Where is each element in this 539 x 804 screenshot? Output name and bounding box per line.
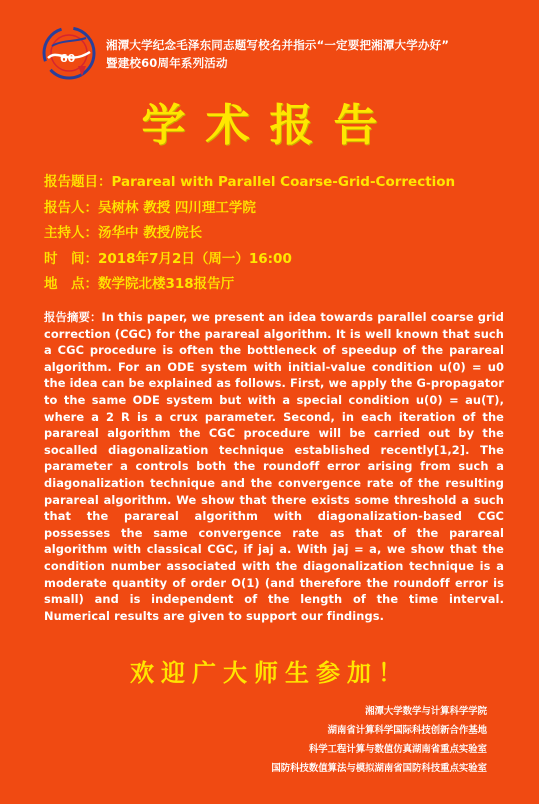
header-line-2: 暨建校60周年系列活动 [106, 56, 228, 70]
place-value: 数学院北楼318报告厅 [98, 276, 235, 292]
speaker-value: 吴树林 教授 四川理工学院 [98, 199, 256, 216]
host-value: 汤华中 教授/院长 [98, 225, 203, 241]
organizer-line: 湖南省计算科学国际科技创新合作基地 [327, 725, 487, 736]
organizer-line: 科学工程计算与数值仿真湖南省重点实验室 [308, 744, 487, 755]
abstract-label: 报告摘要： [44, 310, 102, 324]
lecture-info [44, 170, 514, 298]
host-label: 主持人： [44, 225, 98, 241]
topic-label: 报告题目： [44, 174, 112, 190]
abstract [44, 309, 504, 624]
speaker-row [44, 196, 514, 222]
svg-text:60: 60 [60, 52, 76, 65]
event-series-header [106, 36, 526, 72]
place-row [44, 272, 514, 298]
topic-row [44, 170, 514, 196]
host-row [44, 221, 514, 247]
organizer-line: 国防科技数值算法与模拟湖南省国防科技重点实验室 [271, 763, 487, 774]
university-anniversary-logo-icon [38, 22, 100, 84]
time-label: 时 间： [44, 250, 98, 267]
organizer-list [157, 702, 487, 778]
header-line-1: 湘潭大学纪念毛泽东同志题写校名并指示“一定要把湘潭大学办好” [106, 38, 450, 52]
time-row [44, 247, 514, 273]
poster-title: 学术报告 [141, 100, 398, 151]
place-label: 地 点： [44, 276, 98, 292]
time-value: 2018年7月2日（周一）16:00 [98, 250, 292, 267]
abstract-text: In this paper, we present an idea towards parallel coarse grid correction (CGC) for the parareal algorithm. It is well known that such a CGC procedure is often the bottleneck of speedup of the parareal algorithm. For an ODE system with initial-value condition u(0) = u0 the idea can be explained as follows. First, we apply the G-propagator to the same ODE system but with a special condition u(0) = au(T), where a 2 R is a crux parameter. Second, in each iteration of the parareal algorithm the CGC procedure will be carried out by the socalled diagonalization technique established recently[1,2]. The parameter a controls both the roundoff error arising from such a diagonalization technique and the convergence rate of the resulting parareal algorithm. We show that there exists some threshold a such that the parareal algorithm with diagonalization-based CGC possesses the same convergence rate as that of the parareal algorithm with classical CGC, if jaj a. With jaj = a, we show that the condition number associated with the diagonalization technique is a moderate quantity of order O(1) (and therefore the roundoff error is small) and is independent of the length of the time interval. Numerical results are given to support our findings. [44, 310, 504, 623]
speaker-label: 报告人： [44, 199, 98, 216]
topic-value: Parareal with Parallel Coarse-Grid-Correction [111, 174, 456, 190]
organizer-line: 湘潭大学数学与计算科学学院 [365, 706, 487, 717]
welcome-message: 欢迎广大师生参加！ [130, 658, 409, 687]
